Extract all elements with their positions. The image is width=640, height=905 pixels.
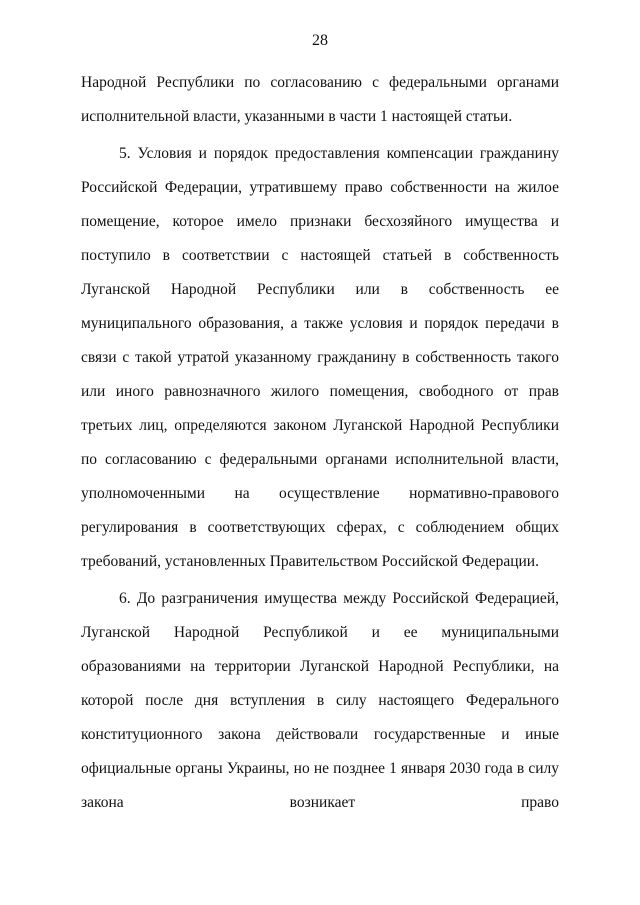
paragraph-item-5: 5. Условия и порядок предоставления компенсации гражданину Российской Федерации, утратившему право собственности на жилое помещение, которое имело признаки бесхозяйного имущества и поступило в соответствии с настоящей статьей в собственность Луганской Народной Республики или в собственность ее муниципального образования, а также условия и порядок передачи в связи с такой утратой указанному гражданину в собственность такого или иного равнозначного жилого помещения, свободного от прав третьих лиц, определяются законом Луганской Народной Республики по согласованию с федеральными органами исполнительной власти, уполномоченными на осуществление нормативно-правового регулирования в соответствующих сферах, с соблюдением общих требований, установленных Правительством Российской Федерации. (81, 145, 559, 570)
paragraph-continuation: Народной Республики по согласованию с федеральными органами исполнительной власти, указанными в части 1 настоящей статьи. (81, 74, 559, 125)
page-number: 28 (312, 32, 328, 49)
document-body (81, 66, 559, 820)
paragraph-item-6: 6. До разграничения имущества между Российской Федерацией, Луганской Народной Республикой и ее муниципальными образованиями на территории Луганской Народной Республики, на которой после дня вступления в силу настоящего Федерального конституционного закона действовали государственные и иные официальные органы Украины, но не позднее 1 января 2030 года в силу закона возникает право (81, 590, 559, 811)
